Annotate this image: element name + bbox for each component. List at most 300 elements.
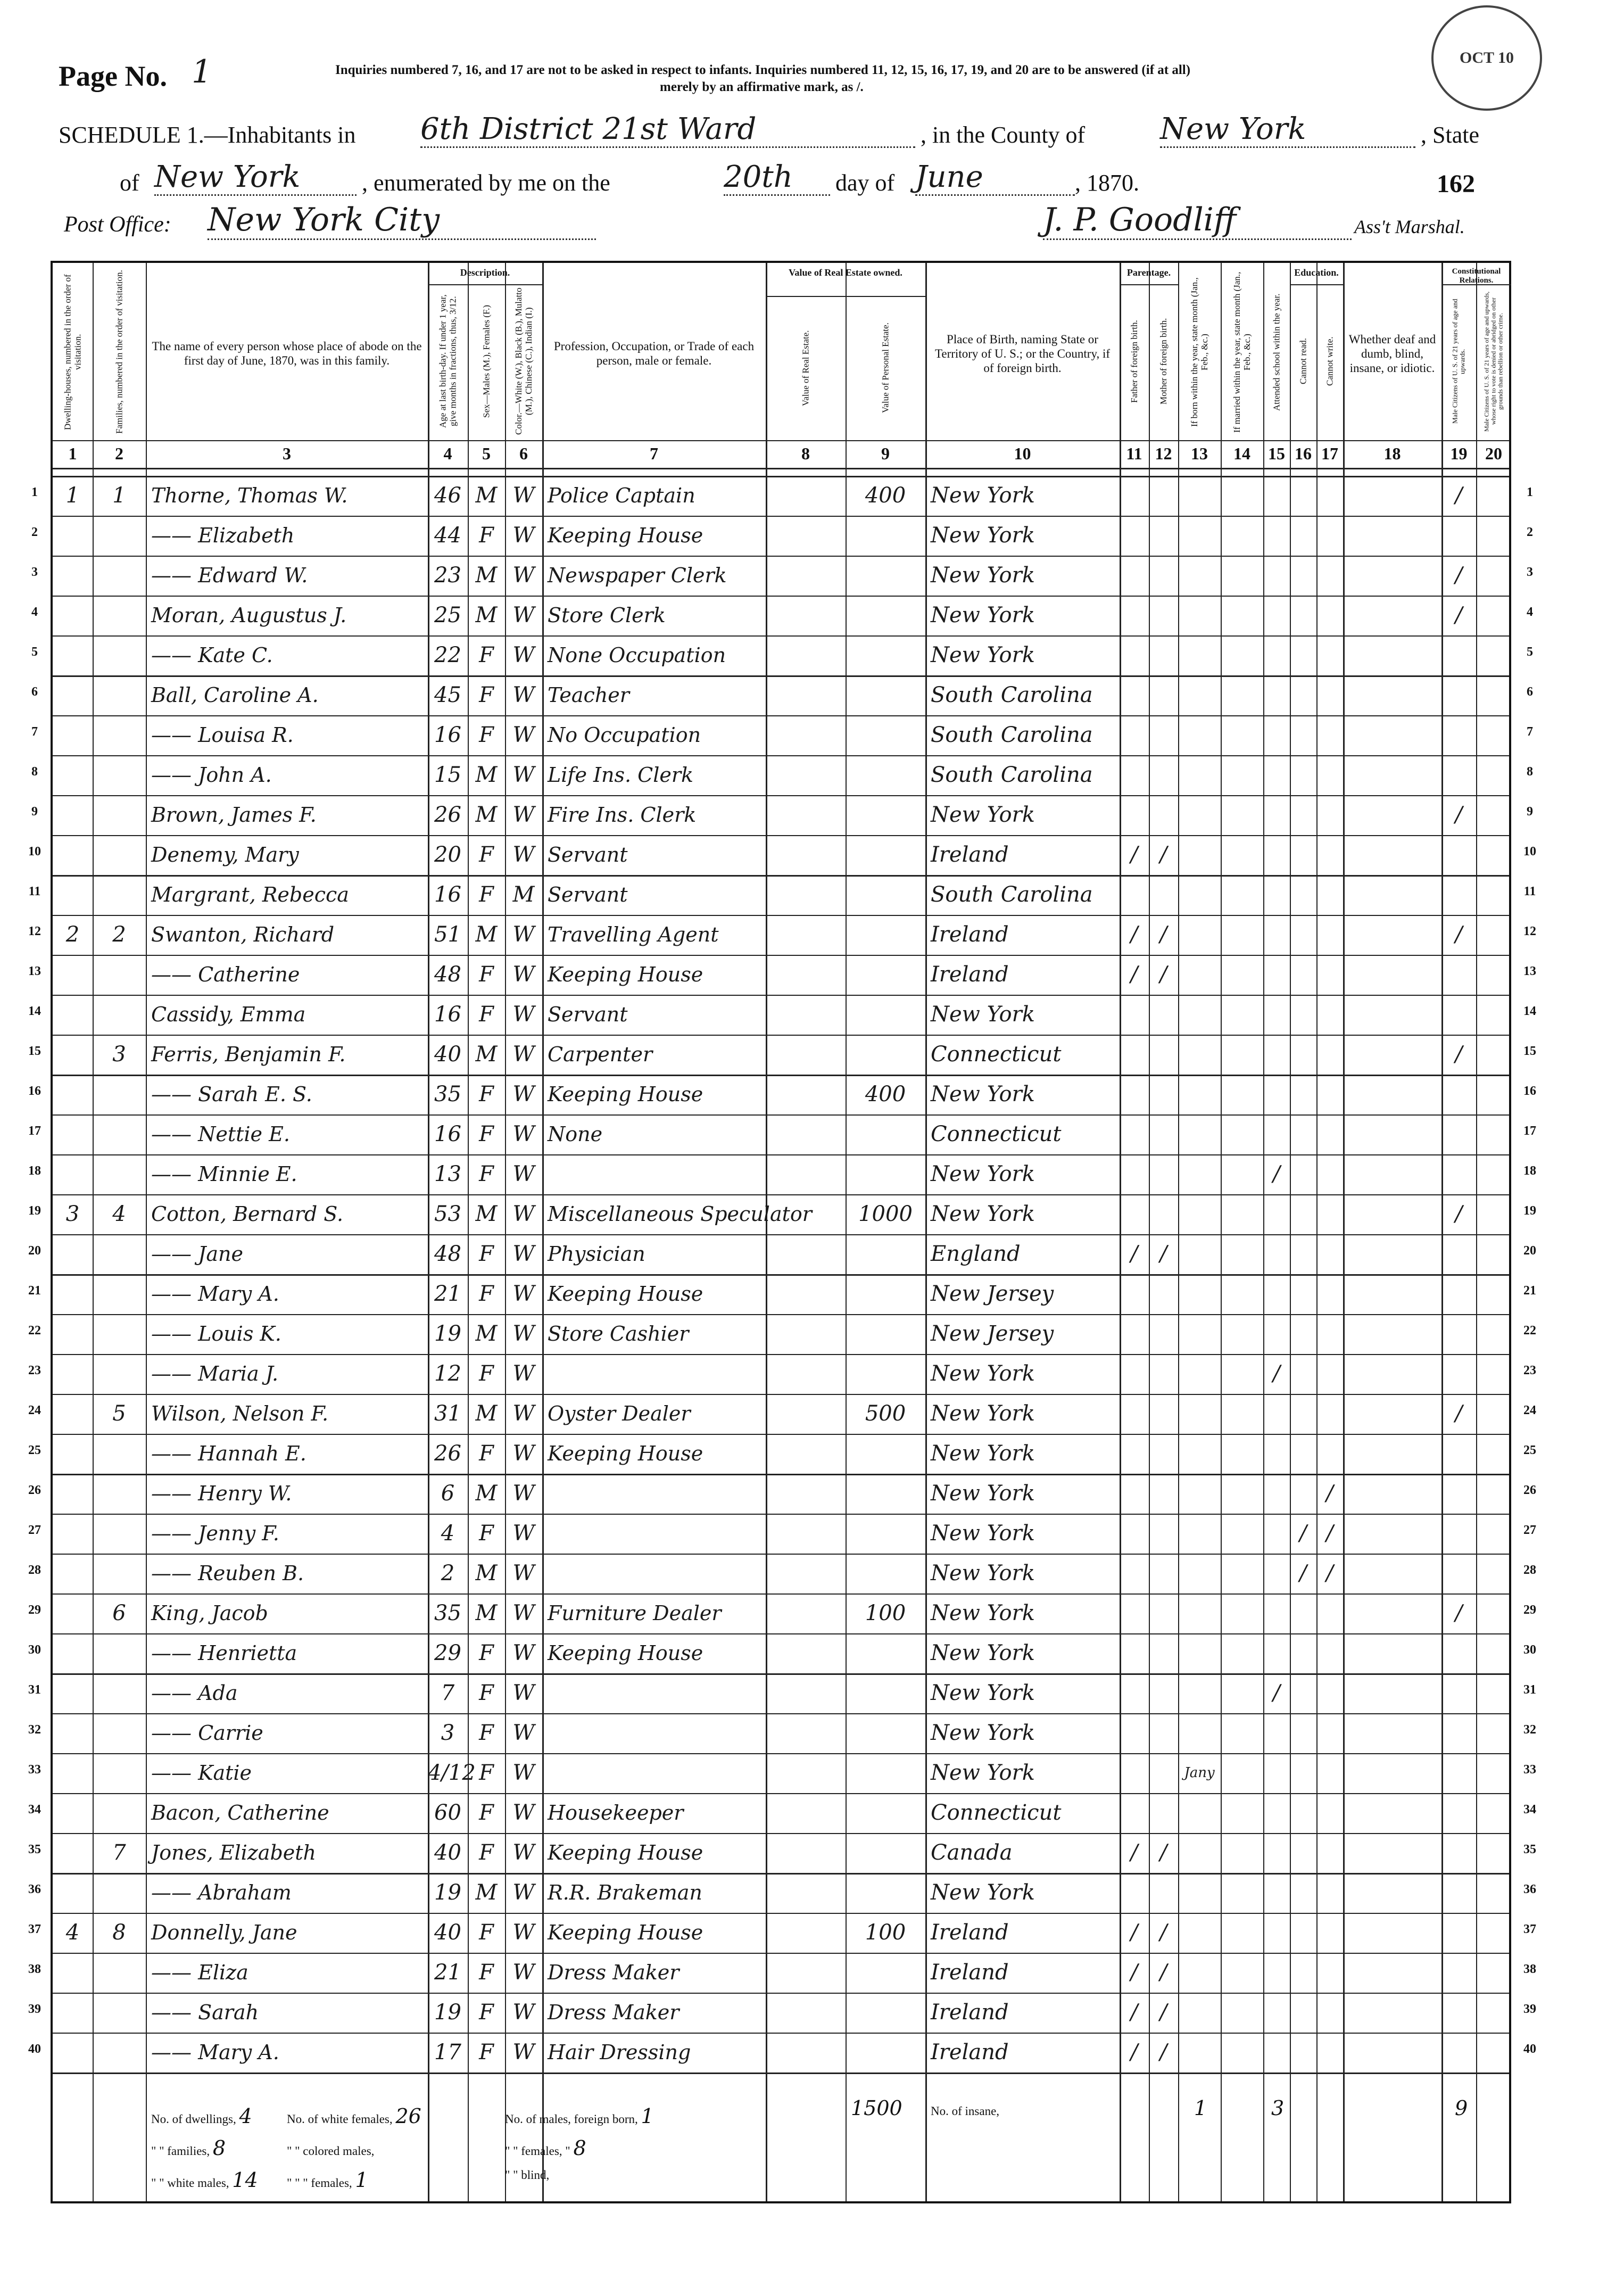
birthplace: New York [931, 1082, 1035, 1107]
personal-estate-value [846, 1754, 925, 1791]
row-number-right: 30 [1523, 1643, 1536, 1657]
deaf-blind-insane [1343, 756, 1441, 794]
row-number-left: 9 [31, 805, 38, 819]
row-number-left: 37 [28, 1922, 41, 1936]
table-row [53, 1235, 1509, 1274]
cannot-read [1290, 956, 1316, 993]
table-row [53, 1355, 1509, 1394]
row-number-right: 18 [1523, 1164, 1536, 1178]
marriage-month [1221, 1555, 1263, 1592]
deaf-blind-insane [1343, 1195, 1441, 1233]
family-number [93, 1155, 146, 1193]
occupation: Keeping House [548, 524, 703, 547]
age: 35 [434, 1082, 461, 1107]
sex: M [475, 563, 498, 588]
deaf-blind-insane [1343, 716, 1441, 754]
father-foreign [1120, 796, 1149, 833]
row-number-left: 27 [28, 1523, 41, 1537]
col-head-15: Attended school within the year. [1271, 293, 1282, 411]
male-citizen [1441, 1674, 1476, 1712]
attended-school [1263, 1076, 1290, 1113]
footer-white-females-value: 26 [395, 2104, 421, 2128]
person-name: —— Henry W. [151, 1482, 292, 1505]
attended-school [1263, 1834, 1290, 1871]
dwelling-number [53, 1794, 93, 1831]
father-foreign: / [1130, 1920, 1138, 1945]
father-foreign [1120, 1036, 1149, 1073]
cannot-read [1290, 1754, 1316, 1791]
family-number [93, 1794, 146, 1831]
deaf-blind-insane [1343, 1315, 1441, 1352]
family-number [93, 1954, 146, 1991]
person-name: —— Sarah [151, 2001, 259, 2024]
page-label: Page No. [59, 60, 167, 92]
cannot-read [1290, 1914, 1316, 1951]
sex: F [479, 1002, 494, 1027]
color: W [512, 1242, 535, 1266]
cannot-write [1316, 1275, 1343, 1312]
row-number-left: 21 [28, 1284, 41, 1298]
personal-estate-value [846, 1116, 925, 1153]
row-number-right: 15 [1523, 1044, 1536, 1058]
col-head-12: Mother of foreign birth. [1158, 318, 1169, 405]
age: 60 [434, 1801, 461, 1825]
deaf-blind-insane [1343, 1435, 1441, 1472]
table-row [53, 756, 1509, 795]
day-of-label: day of [835, 170, 895, 196]
real-estate-value [766, 1994, 846, 2031]
occupation: Keeping House [548, 963, 703, 986]
col-head-2: Families, numbered in the order of visitation. [114, 270, 125, 434]
birthplace: New York [931, 1761, 1035, 1785]
marriage-month [1221, 1634, 1263, 1672]
male-citizen [1441, 1834, 1476, 1871]
footer-females-foreign: " " females, " 8 [505, 2136, 586, 2160]
male-citizen: / [1455, 922, 1463, 947]
family-number [93, 996, 146, 1033]
father-foreign [1120, 1076, 1149, 1113]
mother-foreign [1149, 1475, 1178, 1512]
sex: F [479, 1242, 494, 1266]
row-number-left: 12 [28, 924, 41, 938]
male-citizen [1441, 1555, 1476, 1592]
deaf-blind-insane [1343, 1475, 1441, 1512]
personal-estate-value: 400 [865, 1082, 906, 1107]
color: W [512, 723, 535, 747]
family-number [93, 1116, 146, 1153]
real-estate-value [766, 1874, 846, 1911]
mother-foreign: / [1159, 1920, 1167, 1945]
sex: M [475, 1202, 498, 1226]
personal-estate-value [846, 1555, 925, 1592]
table-row [53, 1515, 1509, 1554]
row-number-left: 5 [31, 645, 38, 659]
family-number [93, 1355, 146, 1392]
table-row [53, 1914, 1509, 1953]
deaf-blind-insane [1343, 796, 1441, 833]
real-estate-value [766, 1914, 846, 1951]
table-row [53, 1315, 1509, 1354]
personal-estate-value [846, 1714, 925, 1752]
education-group: Education. [1294, 267, 1339, 278]
row-number-left: 10 [28, 845, 41, 858]
cannot-read [1290, 2034, 1316, 2071]
occupation: Dress Maker [548, 1961, 680, 1984]
row-number-left: 8 [31, 765, 38, 779]
cannot-write [1316, 876, 1343, 913]
table-row [53, 1714, 1509, 1753]
real-estate-value [766, 2034, 846, 2071]
personal-estate-value [846, 1634, 925, 1672]
occupation: Miscellaneous Speculator [548, 1202, 812, 1226]
row-number-right: 14 [1523, 1004, 1536, 1018]
schedule-label: SCHEDULE 1.—Inhabitants in [59, 122, 356, 148]
occupation: Teacher [548, 683, 629, 707]
occupation [548, 1674, 764, 1712]
father-foreign [1120, 1595, 1149, 1632]
row-number-left: 23 [28, 1364, 41, 1377]
male-citizen [1441, 1634, 1476, 1672]
birthplace: New York [931, 1002, 1035, 1027]
footer-families-value: 8 [212, 2136, 226, 2160]
real-estate-value [766, 1714, 846, 1752]
marriage-month [1221, 517, 1263, 554]
father-foreign [1120, 1515, 1149, 1552]
father-foreign [1120, 557, 1149, 594]
cannot-write [1316, 477, 1343, 514]
dwelling-number [53, 1395, 93, 1432]
dwelling-number [53, 1235, 93, 1273]
personal-estate-value [846, 676, 925, 714]
real-estate-value [766, 1076, 846, 1113]
father-foreign: / [1130, 2040, 1138, 2065]
real-estate-value [766, 557, 846, 594]
age: 4/12 [428, 1761, 476, 1785]
cannot-read [1290, 1634, 1316, 1672]
column-number: 3 [283, 444, 291, 463]
deaf-blind-insane [1343, 1595, 1441, 1632]
marriage-month [1221, 1595, 1263, 1632]
mother-foreign [1149, 1674, 1178, 1712]
table-row [53, 1076, 1509, 1114]
county-label: , in the County of [921, 122, 1086, 148]
birthplace: Ireland [931, 922, 1009, 947]
row-number-right: 11 [1523, 885, 1536, 898]
person-name: Swanton, Richard [151, 923, 335, 946]
male-citizen [1441, 876, 1476, 913]
personal-estate-value [846, 1235, 925, 1273]
column-number: 2 [115, 444, 123, 463]
birth-month [1178, 1794, 1221, 1831]
male-citizen [1441, 716, 1476, 754]
cannot-write [1316, 1954, 1343, 1991]
person-name: Denemy, Mary [151, 843, 299, 866]
dwelling-number [53, 996, 93, 1033]
age: 17 [434, 2040, 461, 2065]
male-citizen [1441, 1714, 1476, 1752]
deaf-blind-insane [1343, 517, 1441, 554]
birth-month [1178, 2034, 1221, 2071]
marriage-month [1221, 1315, 1263, 1352]
real-estate-value [766, 1116, 846, 1153]
cannot-read [1290, 1954, 1316, 1991]
father-foreign [1120, 1275, 1149, 1312]
personal-estate-value: 100 [865, 1920, 906, 1945]
personal-estate-value [846, 1155, 925, 1193]
column-number: 9 [881, 444, 890, 463]
marriage-month [1221, 597, 1263, 634]
real-estate-value [766, 676, 846, 714]
birthplace: Ireland [931, 2000, 1009, 2025]
footer-dwellings-value: 4 [239, 2104, 252, 2128]
occupation: Furniture Dealer [548, 1601, 722, 1625]
birth-month [1178, 1834, 1221, 1871]
occupation [548, 1555, 764, 1592]
row-number-left: 29 [28, 1603, 41, 1617]
group-rule [766, 296, 925, 297]
mother-foreign [1149, 796, 1178, 833]
birthplace: New York [931, 1162, 1035, 1186]
row-number-right: 17 [1523, 1124, 1536, 1138]
father-foreign [1120, 1794, 1149, 1831]
real-estate-value [766, 1834, 846, 1871]
footer-dwellings: No. of dwellings, 4 [151, 2104, 252, 2128]
marriage-month [1221, 956, 1263, 993]
birthplace: New York [931, 1681, 1035, 1705]
dwelling-number [53, 1994, 93, 2031]
cannot-read [1290, 1116, 1316, 1153]
row-number-left: 31 [28, 1683, 41, 1697]
birthplace: New York [931, 603, 1035, 627]
real-estate-value [766, 477, 846, 514]
col-head-16: Cannot read. [1298, 338, 1308, 385]
personal-estate-value [846, 637, 925, 674]
month-value: June [915, 160, 1075, 196]
age: 16 [434, 882, 461, 907]
person-name: —— John A. [151, 763, 272, 787]
birthplace: New York [931, 643, 1035, 667]
person-name: Cassidy, Emma [151, 1003, 306, 1026]
marriage-month [1221, 1395, 1263, 1432]
male-citizen [1441, 1116, 1476, 1153]
dwelling-number [53, 836, 93, 873]
mother-foreign: / [1159, 1242, 1167, 1266]
cannot-write [1316, 2034, 1343, 2071]
dwelling-number: 1 [65, 483, 80, 508]
marriage-month [1221, 996, 1263, 1033]
column-number: 18 [1383, 444, 1401, 463]
deaf-blind-insane [1343, 956, 1441, 993]
color: W [512, 483, 535, 508]
stamp-text: OCT 10 [1460, 49, 1514, 67]
age: 21 [434, 1960, 461, 1985]
sex: M [475, 1481, 498, 1506]
color: W [512, 1681, 535, 1705]
color: W [512, 1521, 535, 1546]
sex: F [479, 1920, 494, 1945]
column-number: 15 [1268, 444, 1285, 463]
row-number-right: 36 [1523, 1882, 1536, 1896]
personal-estate-value [846, 1275, 925, 1312]
footer-males-foreign-value: 1 [641, 2104, 654, 2128]
marriage-month [1221, 1714, 1263, 1752]
mother-foreign: / [1159, 1840, 1167, 1865]
cannot-read [1290, 1435, 1316, 1472]
row-number-left: 3 [31, 565, 38, 579]
birthplace: New York [931, 1601, 1035, 1625]
color: W [512, 1601, 535, 1625]
occupation: Keeping House [548, 1083, 703, 1106]
person-name: —— Hannah E. [151, 1442, 306, 1465]
table-row [53, 716, 1509, 755]
male-citizen: / [1455, 563, 1463, 588]
male-citizen [1441, 836, 1476, 873]
dwelling-number [53, 1315, 93, 1352]
marriage-month [1221, 557, 1263, 594]
birth-month [1178, 1595, 1221, 1632]
mother-foreign [1149, 1355, 1178, 1392]
cannot-read [1290, 1355, 1316, 1392]
cannot-write [1316, 1634, 1343, 1672]
row-number-left: 13 [28, 964, 41, 978]
row-number-right: 21 [1523, 1284, 1536, 1298]
cannot-read [1290, 876, 1316, 913]
description-group: Description. [460, 267, 510, 278]
mother-foreign [1149, 716, 1178, 754]
table-row [53, 1674, 1509, 1713]
row-number-right: 39 [1523, 2002, 1536, 2016]
birthplace: Ireland [931, 2040, 1009, 2065]
col-head-4: Age at last birth-day. If under 1 year, give months in fractions, thus, 3/12. [437, 294, 458, 428]
row-number-right: 29 [1523, 1603, 1536, 1617]
real-estate-value [766, 1674, 846, 1712]
marriage-month [1221, 1116, 1263, 1153]
male-citizen [1441, 1954, 1476, 1991]
footer-colored-females: " " " females, 1 [287, 2168, 368, 2192]
attended-school [1263, 1315, 1290, 1352]
cannot-read [1290, 1674, 1316, 1712]
column-number: 1 [68, 444, 77, 463]
age: 44 [434, 523, 461, 548]
cannot-read [1290, 1834, 1316, 1871]
marriage-month [1221, 1515, 1263, 1552]
person-name: King, Jacob [151, 1601, 268, 1625]
cannot-write [1316, 557, 1343, 594]
attended-school [1263, 796, 1290, 833]
birth-month [1178, 676, 1221, 714]
sex: F [479, 1282, 494, 1306]
color: W [512, 1920, 535, 1945]
marriage-month [1221, 637, 1263, 674]
cannot-write [1316, 1874, 1343, 1911]
real-estate-value [766, 916, 846, 953]
male-citizen: / [1455, 1202, 1463, 1226]
birth-month [1178, 477, 1221, 514]
post-office-label: Post Office: [64, 212, 171, 237]
sex: M [475, 803, 498, 827]
deaf-blind-insane [1343, 876, 1441, 913]
footer-blind: " " blind, [505, 2168, 550, 2182]
footer-insane: No. of insane, [931, 2104, 1000, 2118]
person-name: —— Eliza [151, 1961, 248, 1984]
birth-month [1178, 1036, 1221, 1073]
birth-month [1178, 956, 1221, 993]
birthplace: Connecticut [931, 1042, 1062, 1067]
attended-school [1263, 1555, 1290, 1592]
dwelling-number [53, 1355, 93, 1392]
color: W [512, 1641, 535, 1665]
family-number [93, 637, 146, 674]
real-estate-value [766, 716, 846, 754]
table-row [53, 1475, 1509, 1514]
color: W [512, 1401, 535, 1426]
person-name: —— Mary A. [151, 2041, 279, 2064]
cannot-write [1316, 1195, 1343, 1233]
cannot-write [1316, 1595, 1343, 1632]
cannot-write [1316, 517, 1343, 554]
cannot-read [1290, 477, 1316, 514]
header-note-1: Inquiries numbered 7, 16, and 17 are not to be asked in respect to infants. Inquiries numbered 11, 12, 15, 16, 17, 19, and 20 are to be answered (if at all) [335, 63, 1191, 77]
person-name: —— Elizabeth [151, 524, 295, 547]
row-number-left: 14 [28, 1004, 41, 1018]
row-number-right: 24 [1523, 1403, 1536, 1417]
sex: F [479, 1960, 494, 1985]
color: W [512, 1481, 535, 1506]
row-number-right: 4 [1527, 605, 1533, 619]
father-foreign [1120, 1435, 1149, 1472]
birth-month: Jany [1184, 1765, 1215, 1781]
birth-month [1178, 1714, 1221, 1752]
family-number [93, 876, 146, 913]
deaf-blind-insane [1343, 676, 1441, 714]
personal-estate-value [846, 597, 925, 634]
sex: F [479, 1721, 494, 1745]
occupation: None [548, 1122, 603, 1146]
cannot-read [1290, 1235, 1316, 1273]
birthplace: New York [931, 1561, 1035, 1586]
row-number-left: 17 [28, 1124, 41, 1138]
occupation: Oyster Dealer [548, 1402, 691, 1425]
father-foreign [1120, 1155, 1149, 1193]
col-head-18: Whether deaf and dumb, blind, insane, or idiotic. [1348, 332, 1436, 375]
group-rule [1290, 284, 1343, 285]
attended-school [1263, 1954, 1290, 1991]
attended-school [1263, 756, 1290, 794]
family-number: 5 [112, 1401, 126, 1426]
mother-foreign [1149, 597, 1178, 634]
mother-foreign [1149, 517, 1178, 554]
sex: M [475, 1042, 498, 1067]
marriage-month [1221, 477, 1263, 514]
age: 6 [441, 1481, 455, 1506]
cannot-read [1290, 597, 1316, 634]
cannot-read [1290, 1475, 1316, 1512]
cannot-write: / [1326, 1521, 1333, 1546]
birth-month [1178, 1395, 1221, 1432]
family-number [93, 1674, 146, 1712]
real-estate-value [766, 1395, 846, 1432]
dwelling-number [53, 1275, 93, 1312]
row-number-left: 16 [28, 1084, 41, 1098]
cannot-write [1316, 597, 1343, 634]
occupation: Life Ins. Clerk [548, 763, 694, 787]
male-citizen: / [1455, 1601, 1463, 1625]
sex: M [475, 1322, 498, 1346]
column-number: 11 [1126, 444, 1142, 463]
personal-estate-value [846, 836, 925, 873]
color: W [512, 1162, 535, 1186]
attended-school [1263, 876, 1290, 913]
